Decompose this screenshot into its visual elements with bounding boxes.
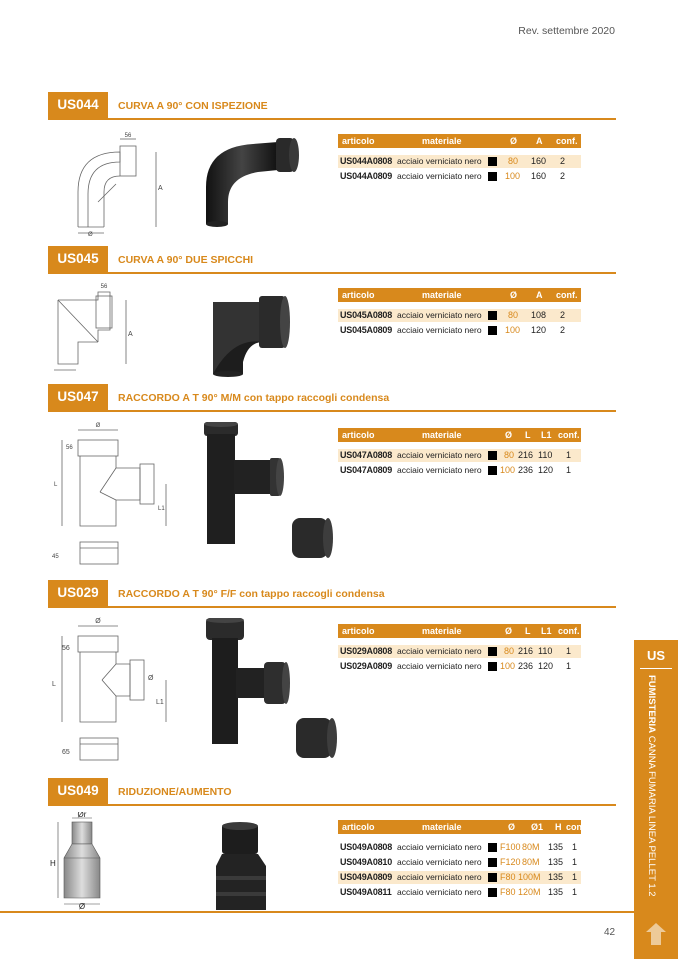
col-materiale: materiale [422, 136, 462, 146]
section-us044 [48, 92, 616, 237]
product-code-badge: US047 [48, 384, 108, 410]
dim-label-l: L [52, 681, 56, 688]
table-header [338, 134, 581, 148]
product-code-badge: US029 [48, 580, 108, 606]
table-row: US045A0809 acciaio verniciato nero 100 120 2 [340, 325, 566, 335]
section-header [48, 580, 616, 608]
col-l: L [525, 430, 531, 440]
dim-label-a: A [128, 331, 133, 338]
technical-drawing [48, 812, 118, 910]
col-diameter: Ø [505, 626, 513, 636]
technical-drawing [48, 614, 173, 764]
color-swatch [488, 157, 497, 166]
section-us047 [48, 384, 616, 560]
col-diameter: Ø [510, 136, 518, 146]
dim-label-dia-r: Ør [77, 812, 87, 819]
dim-label-cap: 65 [62, 749, 70, 756]
col-materiale: materiale [422, 430, 462, 440]
section-us029 [48, 580, 616, 756]
col-diameter: Ø [510, 290, 518, 300]
product-table [338, 428, 581, 477]
col-a: A [536, 290, 543, 300]
col-articolo: articolo [342, 626, 375, 636]
table-row: US029A0809 acciaio verniciato nero 100 236 120 1 [340, 661, 572, 671]
dim-label-l: L [54, 482, 58, 488]
dim-label-dia-side: Ø [148, 675, 154, 682]
color-swatch [488, 858, 497, 867]
table-row: US045A0808 acciaio verniciato nero 80 108 2 [338, 309, 581, 322]
table-row: US049A0811 acciaio verniciato nero F80 120M 135 1 [340, 887, 578, 897]
dim-label-h: H [50, 859, 56, 868]
section-title: CURVA A 90° DUE SPICCHI [118, 254, 254, 266]
col-l1: L1 [541, 430, 552, 440]
col-articolo: articolo [342, 430, 375, 440]
color-swatch [488, 888, 497, 897]
dim-label-a: A [158, 185, 163, 192]
table-header [338, 428, 581, 442]
dim-label-cap: 45 [52, 554, 59, 560]
table-row: US047A0809 acciaio verniciato nero 100 236 120 1 [340, 465, 572, 475]
color-swatch [488, 843, 497, 852]
col-diameter-1: Ø1 [531, 822, 544, 832]
table-row: US049A0810 acciaio verniciato nero F120 80M 135 1 [340, 857, 578, 867]
dim-label-56: 56 [124, 133, 132, 139]
table-row: US029A0808 acciaio verniciato nero 80 216 110 1 [338, 645, 581, 658]
table-row: US044A0808 acciaio verniciato nero 80 160 2 [338, 155, 581, 168]
section-title: CURVA A 90° CON ISPEZIONE [118, 100, 268, 112]
chapter-side-tab [634, 640, 678, 959]
technical-drawing [48, 418, 173, 568]
color-swatch [488, 326, 497, 335]
page-number: 42 [604, 927, 616, 938]
col-conf: conf. [566, 822, 588, 832]
section-header [48, 92, 616, 120]
color-swatch [488, 311, 497, 320]
section-title: RACCORDO A T 90° M/M con tappo raccogli condensa [118, 392, 390, 404]
section-title: RIDUZIONE/AUMENTO [118, 786, 232, 798]
product-photo-tee [200, 618, 350, 763]
product-photo-elbow [203, 282, 303, 377]
product-photo-elbow [198, 132, 308, 227]
section-header [48, 384, 616, 412]
product-table [338, 820, 588, 899]
technical-drawing [48, 280, 168, 378]
col-materiale: materiale [422, 822, 462, 832]
product-table [338, 624, 581, 673]
col-materiale: materiale [422, 290, 462, 300]
col-articolo: articolo [342, 822, 375, 832]
divider [640, 668, 672, 669]
chapter-title: FUMISTERIA CANNA FUMARIA LINEA PELLET 1.2 [646, 675, 657, 897]
home-arrow-icon[interactable] [646, 923, 666, 945]
col-conf: conf. [558, 626, 580, 636]
dim-label-56: 56 [62, 645, 70, 652]
footer-divider [0, 911, 634, 913]
color-swatch [488, 466, 497, 475]
section-header [48, 778, 616, 806]
dim-label-dia: Ø [88, 232, 93, 237]
dim-label-56: 56 [66, 445, 73, 451]
col-articolo: articolo [342, 136, 375, 146]
table-header [338, 624, 581, 638]
table-header [338, 820, 588, 834]
product-code-badge: US049 [48, 778, 108, 804]
technical-drawing [48, 132, 168, 237]
table-header [338, 288, 581, 302]
col-l: L [525, 626, 531, 636]
section-header [48, 246, 616, 274]
color-swatch [488, 647, 497, 656]
product-table [338, 288, 581, 337]
dim-label-l1: L1 [158, 506, 165, 512]
color-swatch [488, 662, 497, 671]
table-row: US049A0808 acciaio verniciato nero F100 80M 135 1 [340, 842, 578, 852]
revision-date: Rev. settembre 2020 [518, 25, 615, 37]
col-a: A [536, 136, 543, 146]
chapter-code: US [646, 648, 666, 663]
col-conf: conf. [556, 290, 578, 300]
product-code-badge: US045 [48, 246, 108, 272]
product-photo-reducer [210, 822, 280, 914]
color-swatch [488, 172, 497, 181]
color-swatch [488, 451, 497, 460]
table-row: US047A0808 acciaio verniciato nero 80 216 110 1 [338, 449, 581, 462]
section-us049 [48, 778, 616, 910]
section-us045 [48, 246, 616, 338]
col-materiale: materiale [422, 626, 462, 636]
col-conf: conf. [558, 430, 580, 440]
col-articolo: articolo [342, 290, 375, 300]
product-code-badge: US044 [48, 92, 108, 118]
dim-label-56: 56 [100, 284, 108, 290]
color-swatch [488, 873, 497, 882]
dim-label-dia: Ø [95, 423, 101, 429]
col-diameter: Ø [505, 430, 513, 440]
product-table [338, 134, 581, 183]
product-photo-tee [196, 422, 346, 567]
col-h: H [555, 822, 562, 832]
table-row: US044A0809 acciaio verniciato nero 100 160 2 [340, 171, 566, 181]
dim-label-dia: Ø [78, 902, 86, 910]
dim-label-dia: Ø [95, 618, 101, 625]
col-l1: L1 [541, 626, 552, 636]
table-row: US049A0809 acciaio verniciato nero F80 100M 135 1 [338, 871, 581, 884]
dim-label-l1: L1 [156, 699, 164, 706]
section-title: RACCORDO A T 90° F/F con tappo raccogli condensa [118, 588, 385, 600]
col-diameter: Ø [508, 822, 516, 832]
col-conf: conf. [556, 136, 578, 146]
